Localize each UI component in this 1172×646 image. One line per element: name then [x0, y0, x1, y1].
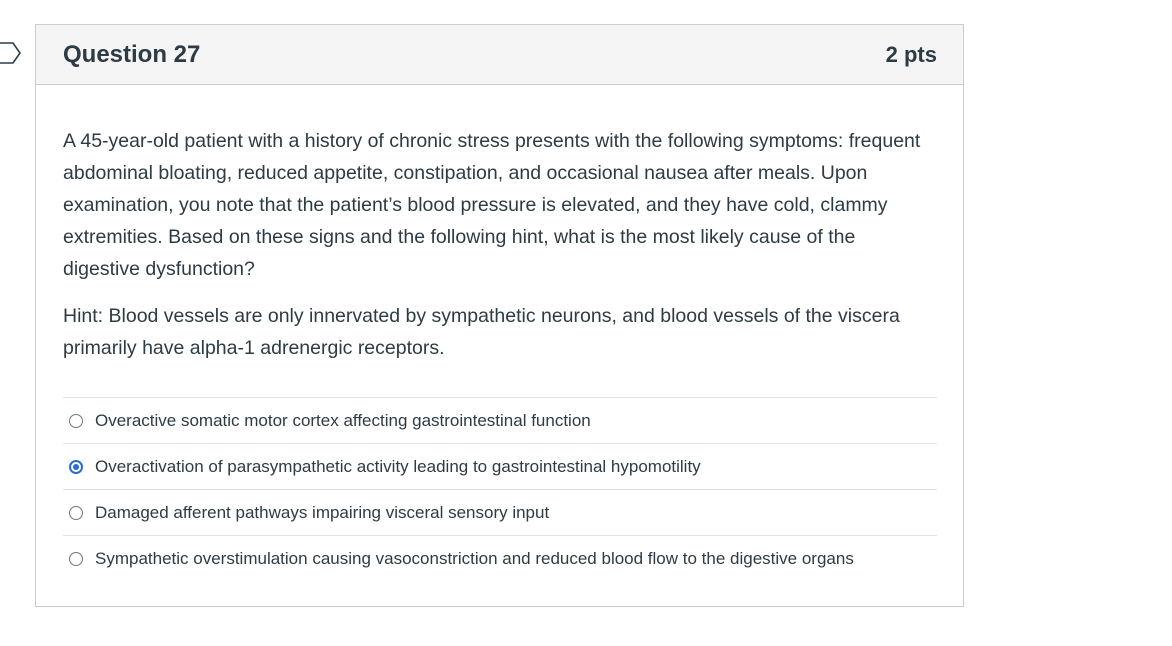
answer-label[interactable]: Overactive somatic motor cortex affecting gastrointestinal function [95, 410, 591, 430]
answer-label[interactable]: Sympathetic overstimulation causing vasoconstriction and reduced blood flow to the digestive organs [95, 549, 854, 568]
question-points: 2 pts [885, 41, 937, 67]
question-card [35, 24, 964, 607]
question-hint: Hint: Blood vessels are only innervated by sympathetic neurons, and blood vessels of the viscera primarily have alpha-1 adrenergic receptors. [63, 305, 900, 359]
answer-label[interactable]: Overactivation of parasympathetic activity leading to gastrointestinal hypomotility [95, 456, 701, 476]
question-text: A 45-year-old patient with a history of chronic stress presents with the following symptoms: frequent abdominal bloating, reduced appetite, constipation, and occasional nausea after meals. Upon examination, you note that the patient’s blood pressure is elevated, and they have cold, clammy extremities. Based on these signs and the following hint, what is the most likely cause of the digestive dysfunction? [63, 130, 921, 280]
bookmark-flag-icon[interactable] [0, 41, 22, 65]
answer-option-2[interactable] [63, 444, 937, 490]
radio-button-selected[interactable] [69, 460, 83, 474]
answer-option-4[interactable] [63, 536, 937, 582]
radio-button[interactable] [69, 506, 83, 520]
question-header [36, 25, 963, 85]
answer-label[interactable]: Damaged afferent pathways impairing visceral sensory input [95, 502, 550, 522]
question-title: Question 27 [63, 40, 201, 68]
question-body [36, 85, 963, 582]
radio-button[interactable] [69, 414, 83, 428]
radio-button[interactable] [69, 552, 83, 566]
answer-option-3[interactable] [63, 490, 937, 536]
answer-list [63, 397, 937, 582]
answer-option-1[interactable] [63, 398, 937, 444]
